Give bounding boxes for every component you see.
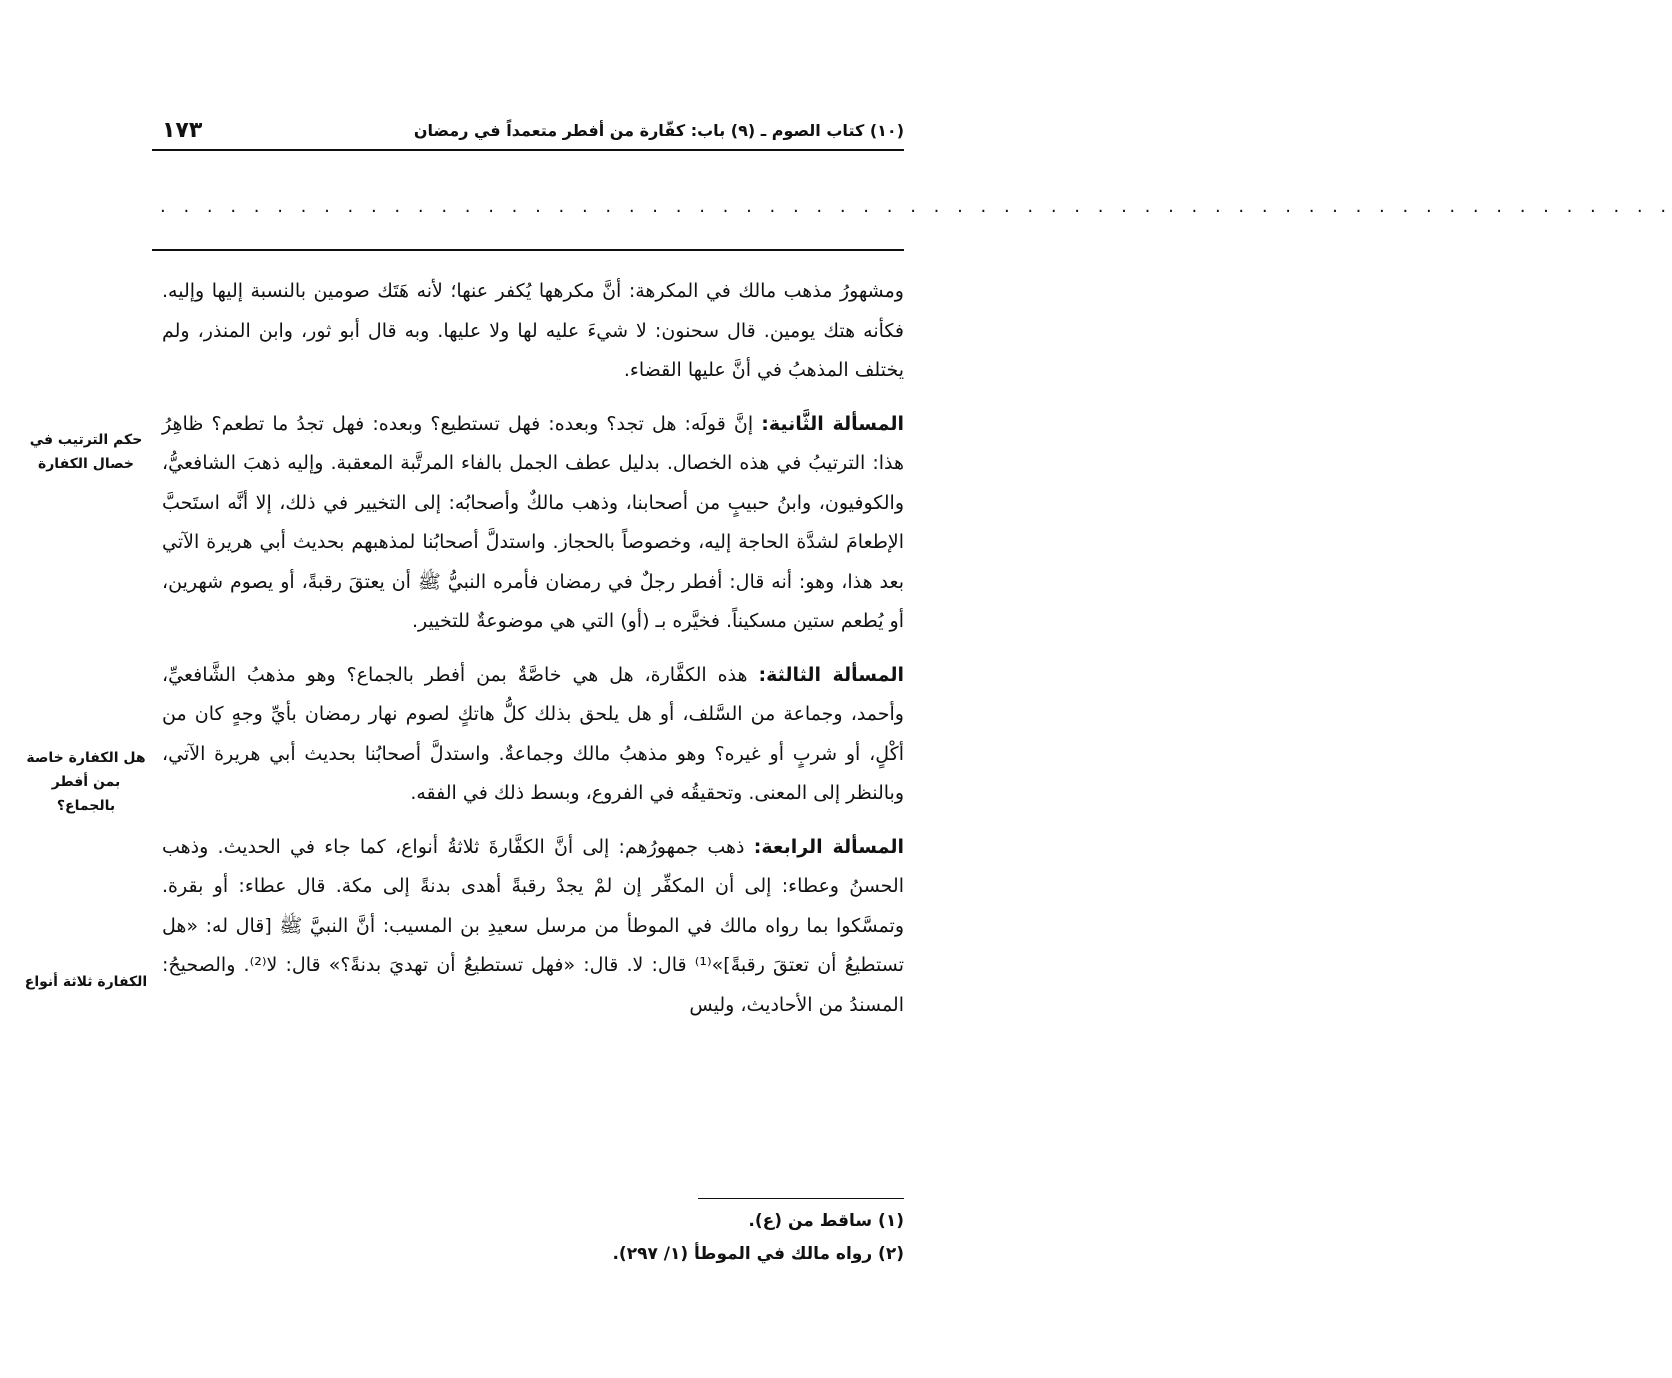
- paragraph-1: ومشهورُ مذهب مالك في المكرهة: أنَّ مكرهها يُكفر عنها؛ لأنه هَتَك صومين بالنسبة إليها وإليه. فكأنه هتك يومين. قال سحنون: لا شيءَ عليه لها ولا عليها. وبه قال أبو ثور، وابن المنذر، ولم يختلف المذهبُ في أنَّ عليها القضاء.: [162, 280, 904, 381]
- margin-note-order: حكم الترتيب في خصال الكفارة: [29, 432, 143, 472]
- footnote-2: (٢) رواه مالك في الموطأ (١/ ٢٩٧).: [612, 1244, 904, 1264]
- margin-note-types: الكفارة ثلاثة أنواع: [24, 974, 148, 990]
- paragraph-4: [162, 828, 904, 1026]
- header-rule: [152, 149, 904, 151]
- issue-2-text: إنَّ قولَه: هل تجد؟ وبعده: فهل تستطيع؟ وبعده: فهل تجدُ ما تطعم؟ ظاهِرُ هذا: الترتيبُ في هذه الخصال. بدليل عطف الجمل بالفاء المرتَّبة المعقبة. وإليه ذهبَ الشافعيُّ، والكوفيون، وابنُ حبيبٍ من أصحابنا، وذهب مالكٌ وأصحابُه: إلى التخيير في ذلك، إلا أنَّه استَحبَّ الإطعامَ لشدَّة الحاجة إليه، وخصوصاً بالحجاز. واستدلَّ أصحابُنا لمذهبهم بحديث أبي هريرة الآتي بعد هذا، وهو: أنه قال: أفطر رجلٌ في رمضان فأمره النبيُّ ﷺ أن يعتقَ رقبةً، أو يصوم شهرين، أو يُطعم ستين مسكيناً. فخيَّره بـ (أو) التي هي موضوعةٌ للتخيير.: [162, 412, 904, 632]
- paragraph-3: [162, 656, 904, 814]
- paragraph-2: [162, 405, 904, 642]
- margin-note-specific: هل الكفارة خاصة بمن أفطر بالجماع؟: [26, 750, 146, 814]
- running-title: (١٠) كتاب الصوم ـ (٩) باب: كفّارة من أفطر متعمداً في رمضان: [413, 120, 904, 140]
- commentary-marker: . . . . . . . . . . . . . . . . . . . . . . . . . . . . . . . . . . . . . . . . . . . . . . . . . . . . . . . . . . . . . . . . .: [160, 196, 1672, 217]
- footnote-1: (١) ساقط من (ع).: [748, 1211, 904, 1231]
- issue-3-text: هذه الكفَّارة، هل هي خاصَّةٌ بمن أفطر بالجماع؟ وهو مذهبُ الشَّافعيِّ، وأحمد، وجماعة من السَّلف، أو هل يلحق بذلك كلُّ هاتكٍ لصوم نهار رمضان بأيِّ وجهٍ كان من أكْلٍ، أو شربٍ أو غيره؟ وهو مذهبُ مالك وجماعةٌ. واستدلَّ أصحابُنا بحديث أبي هريرة الآتي، وبالنظر إلى المعنى. وتحقيقُه في الفروع، وبسط ذلك في الفقه.: [162, 663, 904, 804]
- footnotes: [162, 1205, 904, 1271]
- main-text: [162, 272, 904, 1025]
- issue-4-heading: المسألة الرابعة:: [753, 835, 904, 858]
- issue-3-heading: المسألة الثالثة:: [758, 663, 904, 686]
- footnote-rule: [698, 1198, 904, 1199]
- issue-4-text: ذهب جمهورُهم: إلى أنَّ الكفَّارةَ ثلاثةُ أنواع، كما جاء في الحديث. وذهب الحسنُ وعطاء: إلى أن المكفِّر إن لمْ يجدْ رقبةً أهدى بدنةً إلى مكة. قال عطاء: أو بقرة. وتمسَّكوا بما رواه مالك في الموطأ من مرسل سعيدِ بن المسيب: أنَّ النبيَّ ﷺ [قال له: «هل تستطيعُ أن تعتقَ رقبةً]»⁽¹⁾ قال: لا. قال: «فهل تستطيعُ أن تهديَ بدنةً؟» قال: لا⁽²⁾. والصحيحُ: المسندُ من الأحاديث، وليس: [162, 835, 904, 1016]
- issue-2-heading: المسألة الثَّانية:: [761, 412, 904, 435]
- page-header: [152, 113, 904, 147]
- commentary-rule: [152, 249, 904, 251]
- page-number: ١٧٣: [162, 117, 203, 143]
